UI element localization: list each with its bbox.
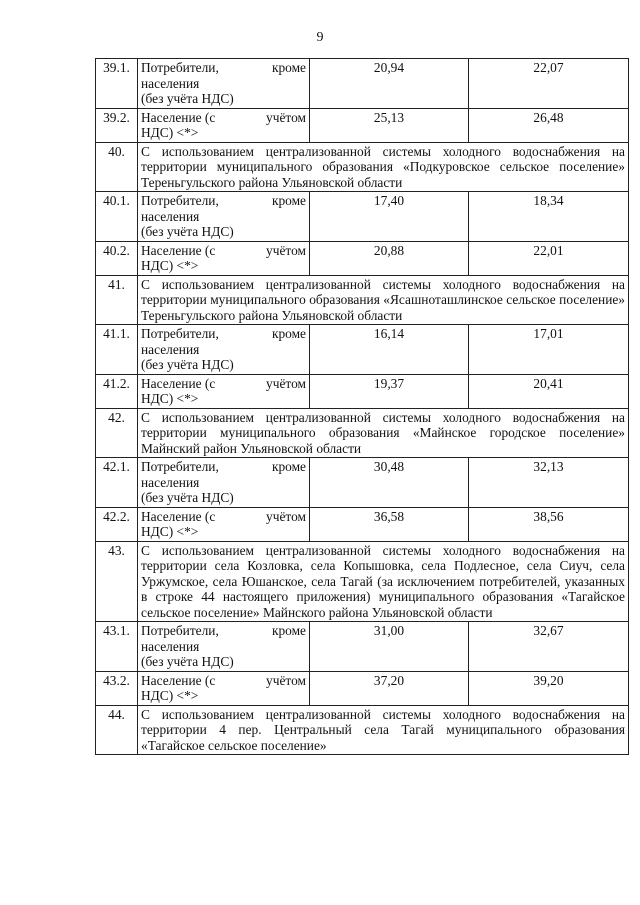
- row-number: 41.2.: [96, 374, 138, 408]
- table-section-row: [96, 142, 629, 192]
- row-number: 42.1.: [96, 458, 138, 508]
- table-row: [96, 374, 629, 408]
- consumer-label-line: населения: [141, 474, 200, 490]
- consumer-category: [138, 458, 310, 508]
- consumer-label-word: учётом: [266, 375, 306, 391]
- row-number: 42.2.: [96, 507, 138, 541]
- consumer-label-line: [141, 110, 306, 126]
- tariff-value-period-2: 39,20: [469, 671, 629, 705]
- section-description: С использованием централизованной системы холодного водоснабжения на территории муниципального образования «Ясашноташлинское сельское поселение» Тереньгульского района Ульяновской области: [138, 275, 629, 325]
- consumer-category: [138, 671, 310, 705]
- tariff-value-period-1: 30,48: [310, 458, 469, 508]
- consumer-label-line: населения: [141, 75, 200, 91]
- row-number: 40.: [96, 142, 138, 192]
- consumer-label-word: кроме: [271, 60, 306, 75]
- tariff-value-period-1: 37,20: [310, 671, 469, 705]
- table-row: [96, 671, 629, 705]
- tariff-value-period-1: 17,40: [310, 192, 469, 242]
- consumer-category: [138, 622, 310, 672]
- consumer-label-line: НДС) <*>: [141, 258, 199, 273]
- row-number: 41.1.: [96, 325, 138, 375]
- consumer-label-line: [141, 193, 306, 209]
- consumer-label-line: (без учёта НДС): [141, 224, 234, 239]
- consumer-label-word: учётом: [266, 242, 306, 258]
- tariff-value-period-1: 31,00: [310, 622, 469, 672]
- row-number: 39.1.: [96, 59, 138, 109]
- row-number: 44.: [96, 705, 138, 755]
- row-number: 40.2.: [96, 241, 138, 275]
- table-section-row: [96, 705, 629, 755]
- tariff-value-period-2: 26,48: [469, 108, 629, 142]
- tariff-value-period-1: 25,13: [310, 108, 469, 142]
- section-description: С использованием централизованной системы холодного водоснабжения на территории села Козловка, села Копышовка, села Подлесное, села Сиуч, села Уржумское, села Юшанское, села Тагай (за исключением потребителей, указанных в строке 44 настоящего приложения) муниципального образования «Тагайское сельское поселение» Майнского района Ульяновской области: [138, 541, 629, 622]
- table-row: [96, 458, 629, 508]
- tariff-value-period-2: 20,41: [469, 374, 629, 408]
- section-description: С использованием централизованной системы холодного водоснабжения на территории муниципального образования «Майнское городское поселение» Майнский район Ульяновской области: [138, 408, 629, 458]
- consumer-label-word: Население (с: [141, 672, 216, 688]
- consumer-label-line: [141, 459, 306, 475]
- consumer-label-word: Потребители,: [141, 459, 219, 474]
- row-number: 43.1.: [96, 622, 138, 672]
- consumer-category: [138, 192, 310, 242]
- consumer-label-word: кроме: [271, 193, 306, 208]
- tariff-table-body: [96, 59, 629, 755]
- consumer-label-line: НДС) <*>: [141, 524, 199, 539]
- table-section-row: [96, 275, 629, 325]
- consumer-label-word: Потребители,: [141, 60, 219, 75]
- consumer-label-line: [141, 673, 306, 689]
- tariff-value-period-1: 20,94: [310, 59, 469, 109]
- consumer-label-line: [141, 243, 306, 259]
- row-number: 43.: [96, 541, 138, 622]
- page-number: 9: [316, 30, 324, 45]
- tariff-value-period-1: 16,14: [310, 325, 469, 375]
- consumer-category: [138, 59, 310, 109]
- table-row: [96, 507, 629, 541]
- consumer-label-line: населения: [141, 638, 200, 654]
- consumer-label-line: (без учёта НДС): [141, 654, 234, 669]
- consumer-label-word: Население (с: [141, 508, 216, 524]
- consumer-label-line: населения: [141, 341, 200, 357]
- tariff-value-period-2: 38,56: [469, 507, 629, 541]
- consumer-label-word: кроме: [271, 326, 306, 341]
- consumer-category: [138, 374, 310, 408]
- consumer-label-word: Население (с: [141, 242, 216, 258]
- consumer-label-word: Потребители,: [141, 623, 219, 638]
- tariff-table: [95, 58, 629, 755]
- consumer-label-word: учётом: [266, 672, 306, 688]
- table-row: [96, 59, 629, 109]
- tariff-value-period-1: 36,58: [310, 507, 469, 541]
- consumer-label-line: населения: [141, 208, 200, 224]
- table-row: [96, 192, 629, 242]
- consumer-label-line: НДС) <*>: [141, 688, 199, 703]
- consumer-label-word: Потребители,: [141, 326, 219, 341]
- tariff-value-period-1: 19,37: [310, 374, 469, 408]
- table-row: [96, 241, 629, 275]
- row-number: 39.2.: [96, 108, 138, 142]
- consumer-label-line: [141, 376, 306, 392]
- consumer-label-line: НДС) <*>: [141, 125, 199, 140]
- row-number: 43.2.: [96, 671, 138, 705]
- consumer-label-line: НДС) <*>: [141, 391, 199, 406]
- tariff-value-period-2: 17,01: [469, 325, 629, 375]
- table-section-row: [96, 541, 629, 622]
- consumer-label-line: [141, 60, 306, 76]
- table-row: [96, 108, 629, 142]
- row-number: 42.: [96, 408, 138, 458]
- tariff-value-period-2: 22,07: [469, 59, 629, 109]
- consumer-label-line: [141, 326, 306, 342]
- consumer-category: [138, 241, 310, 275]
- consumer-category: [138, 325, 310, 375]
- consumer-category: [138, 507, 310, 541]
- tariff-value-period-1: 20,88: [310, 241, 469, 275]
- consumer-label-word: Потребители,: [141, 193, 219, 208]
- consumer-label-word: учётом: [266, 508, 306, 524]
- tariff-value-period-2: 32,67: [469, 622, 629, 672]
- row-number: 41.: [96, 275, 138, 325]
- consumer-label-line: (без учёта НДС): [141, 91, 234, 106]
- consumer-category: [138, 108, 310, 142]
- consumer-label-line: [141, 509, 306, 525]
- consumer-label-word: учётом: [266, 109, 306, 125]
- consumer-label-line: (без учёта НДС): [141, 490, 234, 505]
- consumer-label-word: кроме: [271, 459, 306, 474]
- table-row: [96, 325, 629, 375]
- row-number: 40.1.: [96, 192, 138, 242]
- consumer-label-word: Население (с: [141, 109, 216, 125]
- section-description: С использованием централизованной системы холодного водоснабжения на территории 4 пер. Центральный села Тагай муниципального образования «Тагайское сельское поселение»: [138, 705, 629, 755]
- table-row: [96, 622, 629, 672]
- table-section-row: [96, 408, 629, 458]
- tariff-value-period-2: 22,01: [469, 241, 629, 275]
- consumer-label-line: (без учёта НДС): [141, 357, 234, 372]
- consumer-label-word: Население (с: [141, 375, 216, 391]
- section-description: С использованием централизованной системы холодного водоснабжения на территории муниципального образования «Подкуровское сельское поселение» Тереньгульского района Ульяновской области: [138, 142, 629, 192]
- tariff-value-period-2: 32,13: [469, 458, 629, 508]
- tariff-value-period-2: 18,34: [469, 192, 629, 242]
- consumer-label-line: [141, 623, 306, 639]
- consumer-label-word: кроме: [271, 623, 306, 638]
